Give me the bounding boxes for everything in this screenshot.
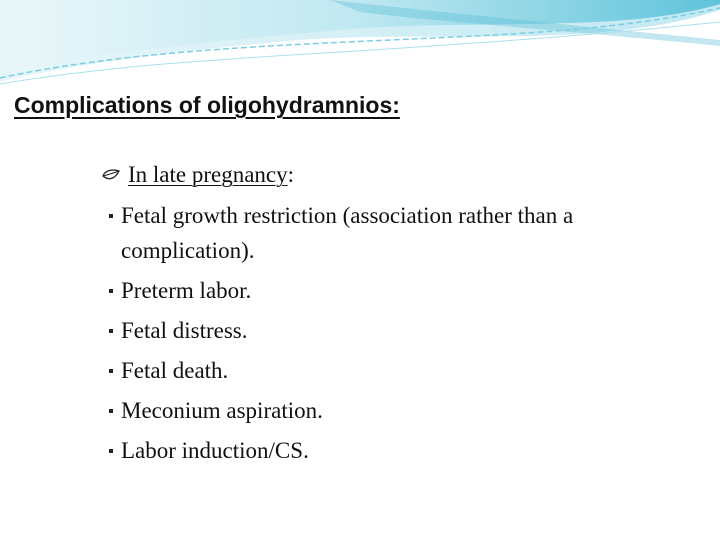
square-bullet-icon [109, 369, 113, 373]
list-item [121, 273, 591, 308]
list-item-text: Meconium aspiration. [121, 398, 323, 423]
list-item-text: Preterm labor. [121, 278, 252, 303]
section-heading [128, 160, 688, 190]
leaf-bullet-icon [101, 168, 121, 184]
list-item [121, 353, 591, 388]
slide-title: Complications of oligohydramnios: [14, 92, 400, 118]
square-bullet-icon [109, 409, 113, 413]
section-heading-colon: : [287, 162, 295, 187]
square-bullet-icon [109, 449, 113, 453]
complications-list [121, 198, 681, 468]
list-item-text: Fetal distress. [121, 318, 248, 343]
list-item [121, 433, 591, 468]
list-item-text: Fetal growth restriction (association rather than a complication). [121, 203, 574, 263]
square-bullet-icon [109, 329, 113, 333]
square-bullet-icon [109, 214, 113, 218]
square-bullet-icon [109, 289, 113, 293]
list-item-text: Fetal death. [121, 358, 229, 383]
list-item [121, 393, 591, 428]
list-item [121, 313, 591, 348]
header-wave-decoration [0, 0, 720, 90]
list-item-text: Labor induction/CS. [121, 438, 309, 463]
section-heading-text: In late pregnancy [128, 162, 288, 187]
list-item [121, 198, 591, 268]
content-section [121, 160, 688, 473]
